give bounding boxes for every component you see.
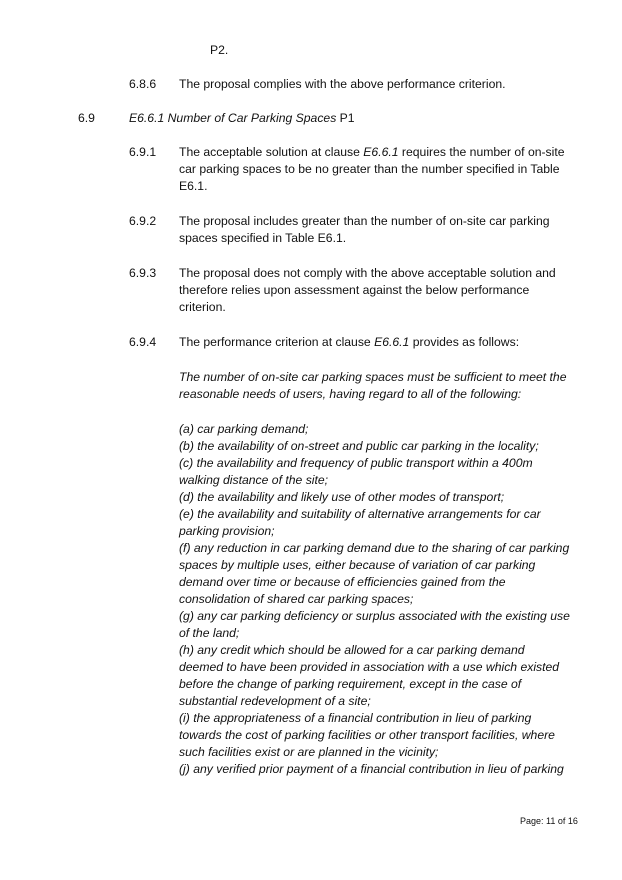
clause-number-6-9-4: 6.9.4	[129, 335, 157, 349]
previous-item-tail: P2.	[210, 43, 229, 57]
heading-clause-title: E6.6.1 Number of Car Parking Spaces	[129, 111, 337, 125]
quote-list-line: such facilities exist or are planned in the vicinity;	[179, 745, 439, 759]
text-run: The acceptable solution at clause	[179, 145, 364, 159]
clause-6-9-4-line-1	[179, 334, 519, 351]
quote-list-line: (g) any car parking deficiency or surplus associated with the existing use	[179, 609, 570, 623]
quote-list-line: demand over time or because of efficiencies gained from the	[179, 575, 506, 589]
clause-reference: E6.6.1	[374, 335, 410, 349]
clause-number-6-9-2: 6.9.2	[129, 214, 157, 228]
clause-6-9-2-line-2: spaces specified in Table E6.1.	[179, 231, 347, 245]
quote-list-line: (e) the availability and suitability of alternative arrangements for car	[179, 507, 541, 521]
quote-list-line: (i) the appropriateness of a financial contribution in lieu of parking	[179, 711, 532, 725]
quote-list-line: (f) any reduction in car parking demand due to the sharing of car parking	[179, 541, 570, 555]
quote-intro-line: reasonable needs of users, having regard to all of the following:	[179, 387, 522, 401]
clause-6-9-3-line-1: The proposal does not comply with the above acceptable solution and	[179, 266, 556, 280]
quote-list-line: (d) the availability and likely use of other modes of transport;	[179, 490, 505, 504]
quote-list-line: substantial redevelopment of a site;	[179, 694, 371, 708]
quote-list-line: (b) the availability of on-street and public car parking in the locality;	[179, 439, 539, 453]
quote-list-line: deemed to have been provided in association with a use which existed	[179, 660, 560, 674]
clause-6-9-3-line-3: criterion.	[179, 300, 226, 314]
quote-list-line: of the land;	[179, 626, 240, 640]
clause-text-6-8-6: The proposal complies with the above performance criterion.	[179, 77, 506, 91]
clause-6-9-2-line-1: The proposal includes greater than the number of on-site car parking	[179, 214, 550, 228]
clause-number-6-9-3: 6.9.3	[129, 266, 157, 280]
clause-number-6-9-1: 6.9.1	[129, 145, 157, 159]
text-run: The performance criterion at clause	[179, 335, 375, 349]
quote-list-line: (h) any credit which should be allowed for a car parking demand	[179, 643, 525, 657]
section-heading-6-9	[129, 110, 355, 127]
text-run: provides as follows:	[409, 335, 520, 349]
clause-6-9-1-line-1	[179, 144, 565, 161]
text-run: requires the number of on-site	[398, 145, 565, 159]
clause-6-9-1-line-3: E6.1.	[179, 179, 208, 193]
quote-list-line: towards the cost of parking facilities or other transport facilities, where	[179, 728, 555, 742]
section-number-6-9: 6.9	[78, 111, 95, 125]
quote-list-line: parking provision;	[179, 524, 275, 538]
clause-reference: E6.6.1	[363, 145, 399, 159]
clause-number-6-8-6: 6.8.6	[129, 77, 157, 91]
quote-list-line: (j) any verified prior payment of a financial contribution in lieu of parking	[179, 762, 564, 776]
quote-list-line: (a) car parking demand;	[179, 422, 309, 436]
quote-list-line: spaces by multiple uses, either because of variation of car parking	[179, 558, 536, 572]
clause-6-9-3-line-2: therefore relies upon assessment against the below performance	[179, 283, 530, 297]
quote-list-line: walking distance of the site;	[179, 473, 329, 487]
page-number-footer: Page: 11 of 16	[520, 816, 578, 826]
heading-clause-suffix: P1	[336, 111, 355, 125]
clause-6-9-1-line-2: car parking spaces to be no greater than the number specified in Table	[179, 162, 560, 176]
quote-list-line: consolidation of shared car parking spaces;	[179, 592, 414, 606]
quote-list-line: before the change of parking requirement, except in the case of	[179, 677, 522, 691]
quote-intro-line: The number of on-site car parking spaces must be sufficient to meet the	[179, 370, 567, 384]
quote-list-line: (c) the availability and frequency of public transport within a 400m	[179, 456, 533, 470]
